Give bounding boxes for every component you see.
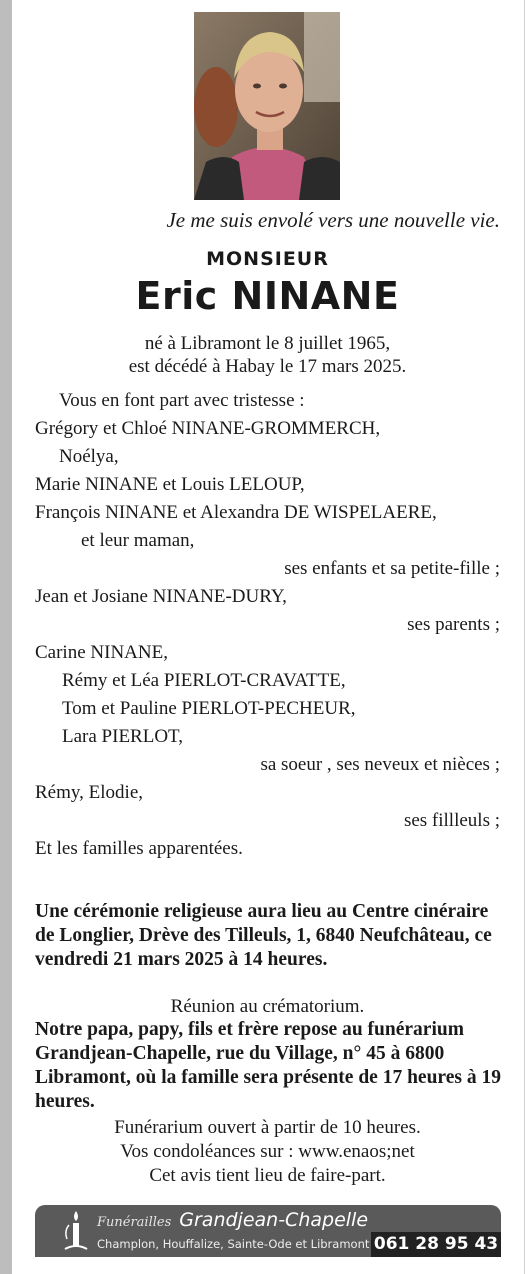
birth-line: né à Libramont le 8 juillet 1965, xyxy=(144,333,391,354)
family-line: Carine NINANE, xyxy=(35,642,168,663)
notice-line: Cet avis tient lieu de faire-part. xyxy=(149,1165,386,1186)
deceased-name: Eric NINANE xyxy=(135,274,400,318)
family-relation: sa soeur , ses neveux et nièces ; xyxy=(260,754,500,775)
family-line: Jean et Josiane NINANE-DURY, xyxy=(35,586,287,607)
family-line: et leur maman, xyxy=(81,530,195,551)
family-line: Lara PIERLOT, xyxy=(62,726,183,747)
family-relation: ses fillleuls ; xyxy=(403,810,500,831)
honorific-title: MONSIEUR xyxy=(206,248,329,270)
funeral-home-name xyxy=(97,1209,368,1231)
resting-info: Notre papa, papy, fils et frère repose au funérarium Grandjean-Chapelle, rue du Village, n° 45 à 6800 Libramont, où la famille sera présente de 17 heures à 19 heures. xyxy=(35,1019,501,1112)
family-line: Marie NINANE et Louis LELOUP, xyxy=(35,474,305,495)
family-line: François NINANE et Alexandra DE WISPELAERE, xyxy=(35,502,437,523)
funeral-home-locations: Champlon, Houffalize, Sainte-Ode et Libramont xyxy=(97,1237,370,1251)
family-intro: Vous en font part avec tristesse : xyxy=(59,390,305,411)
ceremony-info: Une cérémonie religieuse aura lieu au Centre cinéraire de Longlier, Drève des Tilleuls, 1, 6840 Neufchâteau, ce vendredi 21 mars 2025 à 14 heures. xyxy=(35,901,492,970)
epigraph-quote: Je me suis envolé vers une nouvelle vie. xyxy=(166,208,500,232)
candle-logo-icon xyxy=(63,1209,89,1253)
family-line: Rémy, Elodie, xyxy=(35,782,143,803)
family-relation: ses enfants et sa petite-fille ; xyxy=(284,558,500,579)
brand-name: Grandjean-Chapelle xyxy=(179,1209,369,1231)
family-line: Grégory et Chloé NINANE-GROMMERCH, xyxy=(35,418,381,439)
funeral-home-banner xyxy=(35,1205,501,1257)
death-line: est décédé à Habay le 17 mars 2025. xyxy=(128,356,407,377)
portrait-photo xyxy=(194,12,340,200)
condolences-link: Vos condoléances sur : www.enaos;net xyxy=(120,1141,415,1162)
family-line: Noélya, xyxy=(59,446,119,467)
reunion-info: Réunion au crématorium. xyxy=(170,996,365,1017)
left-margin-bar xyxy=(0,0,12,1274)
family-line: Tom et Pauline PIERLOT-PECHEUR, xyxy=(62,698,356,719)
funerarium-hours: Funérarium ouvert à partir de 10 heures. xyxy=(114,1117,421,1138)
family-relation: ses parents ; xyxy=(407,614,500,635)
family-line: Rémy et Léa PIERLOT-CRAVATTE, xyxy=(62,670,346,691)
birth-death-info xyxy=(0,332,525,378)
family-closing: Et les familles apparentées. xyxy=(35,838,243,859)
phone-number: 061 28 95 43 xyxy=(371,1232,501,1257)
brand-prefix: Funérailles xyxy=(97,1215,172,1230)
